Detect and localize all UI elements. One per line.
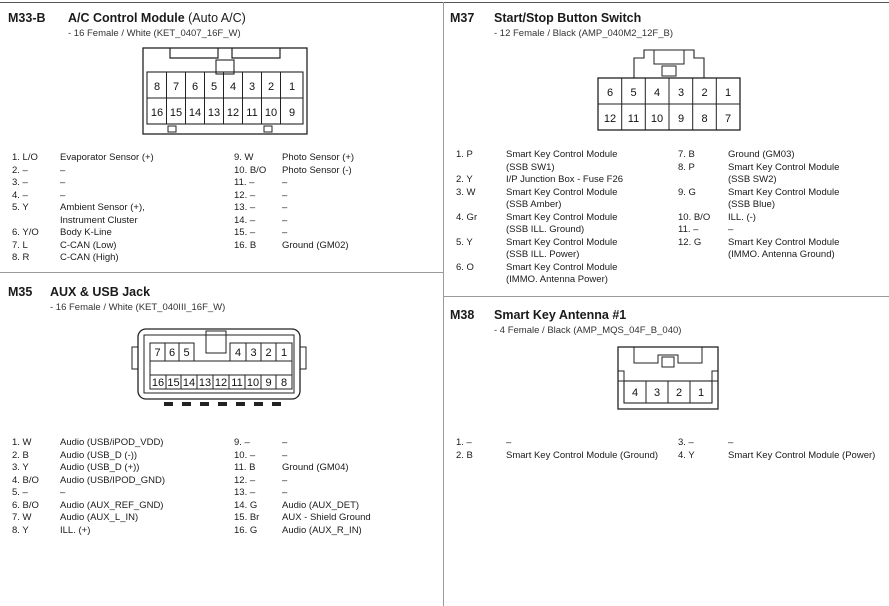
pin-number: 14. – [234,214,256,226]
pin-description [60,500,163,513]
pin-description [60,475,165,488]
pin-label: 4 [631,387,639,399]
pin-label: 5 [183,347,190,359]
pin-description-line: Smart Key Control Module [728,161,840,173]
connector-code: M33-B [8,11,46,25]
connector-title: Smart Key Antenna #1 [494,308,627,322]
pin-number: 2. Y [456,174,473,185]
pin-description [506,149,617,174]
pin-description-line: (SSB SW1) [506,161,555,173]
pin-number: 3. Y [12,462,29,473]
pin-label: 4 [653,87,661,99]
pin-number: 11. B [234,462,256,473]
pin-number: 6. B/O [12,499,39,511]
pin-label: 11 [231,377,243,389]
pin-label: 16 [151,377,165,389]
pin-description-line: – [282,449,288,461]
pin-number: 14. G [234,499,258,511]
pin-description [728,212,756,225]
pin-description [282,487,287,500]
pin-number: 2. B [456,449,473,461]
pin-description-line: Smart Key Control Module [506,186,618,198]
pin-description-line: Smart Key Control Module [728,236,840,248]
pin-description-line: Ground (GM03) [728,149,795,160]
pin-description [282,500,359,513]
pin-description [60,487,65,500]
pin-description-line: Body K-Line [60,227,112,238]
pin-description [506,450,658,463]
pin-description [506,212,617,237]
pin-label: 12 [214,377,228,389]
pin-description-line: Audio (USB/iPOD_VDD) [60,437,164,448]
pin-description-line: – [60,487,66,498]
pin-description [60,437,163,450]
pin-list-m33b [12,152,442,272]
pin-description [728,437,733,450]
pin-label: 1 [280,347,288,359]
pin-number: 15. – [234,227,256,238]
pin-number: 10. B/O [678,211,711,223]
pin-number: 8. Y [12,524,29,536]
connector-code: M37 [450,11,475,25]
pin-label: 6 [606,87,614,99]
pin-label: 6 [191,81,199,93]
pin-description-line: Smart Key Control Module [506,261,618,273]
pin-number: 10. – [234,449,256,461]
pin-label: 15 [169,107,183,119]
title-sub: (Auto A/C) [188,11,246,25]
connector-spec: - 12 Female / Black (AMP_040M2_12F_B) [494,28,673,39]
pin-number: 1. W [12,437,32,448]
pin-label: 3 [250,347,257,359]
pin-description [60,227,112,240]
pin-label: 7 [172,81,180,93]
pin-description-line: Audio (USB_D (+)) [60,462,140,473]
pin-description [282,450,287,463]
pin-label: 7 [724,113,732,125]
pin-description-line: (SSB SW2) [728,174,777,185]
pin-description-line: – [728,224,734,235]
pin-list-m38 [456,437,886,477]
pin-number: 4. Y [678,449,695,461]
pin-description [282,152,354,165]
pin-number: 1. P [456,149,473,160]
pin-label: 8 [280,377,288,389]
pin-description [506,262,617,287]
pin-description-line: Smart Key Control Module [506,149,618,160]
pin-description [728,149,795,162]
connector-spec: - 4 Female / Black (AMP_MQS_04F_B_040) [494,325,682,336]
connector-code: M38 [450,308,475,322]
pin-label: 2 [701,87,708,99]
pin-description [506,187,617,212]
connector-diagram-m38 [614,343,722,413]
pin-label: 12 [226,107,240,119]
pin-description-line: Audio (AUX_REF_GND) [60,499,164,511]
pin-number: 15. Br [234,512,260,523]
pin-label: 14 [188,107,202,119]
pin-number: 5. Y [456,236,473,248]
pin-number: 6. O [456,261,474,273]
pin-description [60,525,90,538]
pin-description-line: – [60,189,66,201]
pin-description-line: Smart Key Control Module (Ground) [506,449,659,461]
pin-description [728,162,839,187]
pin-description-line: (SSB ILL. Ground) [506,224,585,235]
pin-description-line: (SSB ILL. Power) [506,249,580,260]
pin-description-line: (IMMO. Antenna Ground) [728,249,835,260]
pin-description-line: (IMMO. Antenna Power) [506,274,608,285]
pin-description [282,202,287,215]
pin-description-line: ILL. (-) [728,211,756,223]
pin-label: 6 [168,347,176,359]
pin-description [506,237,617,262]
pin-number: 8. R [12,252,30,263]
section-m38 [444,297,889,606]
pin-description [282,512,371,525]
pin-description [282,240,349,253]
connector-diagram-m37 [594,44,744,134]
connector-title: AUX & USB Jack [50,285,151,299]
pin-number: 1. – [456,437,472,448]
pin-label: 4 [229,81,237,93]
pin-description-line: Smart Key Control Module (Power) [728,449,876,461]
pin-number: 10. B/O [234,164,267,176]
pin-description [282,227,287,240]
section-m33b [0,0,443,272]
pin-description-line: Evaporator Sensor (+) [60,152,154,163]
pin-description [282,475,287,488]
pin-number: 1. L/O [12,152,38,163]
pin-number: 9. G [678,186,696,198]
pin-label: 3 [653,387,661,399]
pin-description-line: Ground (GM04) [282,462,349,473]
pin-number: 7. W [12,512,32,523]
pin-description-line: ILL. (+) [60,524,91,536]
pin-number: 4. B/O [12,474,39,486]
pin-description-line: C-CAN (Low) [60,239,117,251]
pin-label: 5 [210,81,218,93]
pin-number: 3. W [456,186,476,198]
pin-label: 1 [697,387,705,399]
pin-description-line: Audio (USB/IPOD_GND) [60,474,166,486]
pin-label: 15 [167,377,180,389]
pin-label: 5 [630,87,637,99]
connector-title: Start/Stop Button Switch [494,11,642,25]
pin-description-line: Ground (GM02) [282,239,349,251]
pin-description-line: Audio (USB_D (-)) [60,449,138,461]
pin-label: 9 [288,107,296,119]
pin-description [60,252,119,265]
pin-label: 8 [701,113,708,125]
pin-description [60,177,65,190]
pin-description [282,215,287,228]
pin-number: 12. G [678,236,702,248]
pin-description-line: – [728,437,734,448]
pin-label: 16 [150,107,164,119]
pin-description-line: – [282,437,288,448]
pin-description [282,525,362,538]
pin-description-line: Ambient Sensor (+), [60,202,145,213]
pin-description [282,437,287,450]
pin-description [60,165,65,178]
pin-label: 9 [677,113,685,125]
pin-description [728,450,875,463]
pin-label: 10 [246,377,260,389]
pin-label: 1 [724,87,732,99]
pin-number: 2. – [12,164,28,176]
pin-description [60,152,154,165]
pin-description-line: – [60,164,66,176]
pin-number: 3. – [678,437,694,448]
pin-label: 11 [627,113,640,125]
pin-description [728,224,733,237]
pin-label: 12 [603,113,617,125]
pin-label: 1 [288,81,296,93]
pin-number: 9. W [234,152,254,163]
pin-description-line: Smart Key Control Module [506,211,618,223]
connector-title [68,11,246,25]
pin-number: 4. – [12,189,28,201]
pin-number: 2. B [12,449,29,461]
pin-description [60,450,137,463]
pin-label: 10 [650,113,664,125]
pin-description [506,437,511,450]
pin-number: 7. B [678,149,695,160]
connector-code: M35 [8,285,33,299]
pin-description-line: – [506,437,512,448]
pin-label: 11 [246,107,258,119]
pin-description-line: Audio (AUX_L_IN) [60,512,139,523]
pin-label: 7 [154,347,161,359]
pin-description [60,202,145,227]
pin-label: 13 [198,377,212,389]
connector-spec: - 16 Female / White (KET_040III_16F_W) [50,302,226,313]
pin-description [728,237,839,262]
pin-description-line: (SSB Amber) [506,199,562,210]
section-m37 [444,0,889,296]
pin-description [60,240,116,253]
pin-number: 9. – [234,437,250,448]
pin-list-m37 [456,149,886,289]
pin-description-line: – [282,214,288,226]
pin-number: 11. – [234,177,255,188]
pin-description-line: AUX - Shield Ground [282,512,371,523]
pin-description [60,512,138,525]
pin-description-line: – [282,189,288,201]
pin-description-line: Photo Sensor (+) [282,152,355,163]
pin-number: 16. G [234,524,258,536]
pin-description-line: I/P Junction Box - Fuse F26 [506,174,624,185]
pin-label: 2 [675,387,683,399]
pin-description-line: Audio (AUX_R_IN) [282,524,362,536]
pin-number: 5. – [12,487,28,498]
pin-description [60,190,65,203]
pin-description-line: (SSB Blue) [728,199,775,210]
pin-label: 4 [234,347,242,359]
pin-label: 3 [677,87,685,99]
pin-label: 14 [182,377,196,389]
pin-description [282,177,287,190]
pin-description-line: – [282,487,288,498]
pin-label: 3 [248,81,256,93]
connector-diagram-m33b [140,46,310,144]
pin-description-line: Photo Sensor (-) [282,164,352,176]
pin-description-line: – [282,202,288,213]
pin-number: 12. – [234,474,256,486]
pin-number: 3. – [12,177,28,188]
pin-description-line: Smart Key Control Module [506,236,618,248]
pin-description [282,165,352,178]
pin-description [60,462,139,475]
pin-label: 8 [153,81,161,93]
pin-number: 16. B [234,239,257,251]
pin-number: 5. Y [12,202,29,213]
pin-label: 9 [265,377,272,389]
pin-number: 12. – [234,189,256,201]
pin-label: 10 [264,107,278,119]
pin-number: 11. – [678,224,699,235]
pin-description-line: Instrument Cluster [60,214,138,226]
pin-description-line: Smart Key Control Module [728,186,840,198]
title-main: A/C Control Module [68,11,185,25]
connector-spec: - 16 Female / White (KET_0407_16F_W) [68,28,241,39]
pin-description [728,187,839,212]
section-m35 [0,273,443,606]
pin-number: 6. Y/O [12,227,39,238]
pin-number: 4. Gr [456,211,478,223]
pin-description-line: – [282,177,288,188]
pin-label: 2 [267,81,275,93]
pin-number: 8. P [678,161,695,173]
connector-diagram-m35 [130,323,308,415]
pin-list-m35 [12,437,442,557]
pin-label: 2 [265,347,272,359]
pin-number: 7. L [12,239,28,251]
pin-description [506,174,623,187]
pin-description-line: – [60,177,66,188]
pin-label: 13 [207,107,221,119]
pin-number: 13. – [234,487,256,498]
latch-teeth-m35 [164,402,281,406]
pin-description-line: – [282,474,288,486]
pin-description-line: C-CAN (High) [60,252,119,263]
pin-description [282,190,287,203]
pin-description [282,462,349,475]
pin-number: 13. – [234,202,256,213]
pin-description-line: Audio (AUX_DET) [282,499,360,511]
pin-description-line: – [282,227,288,238]
